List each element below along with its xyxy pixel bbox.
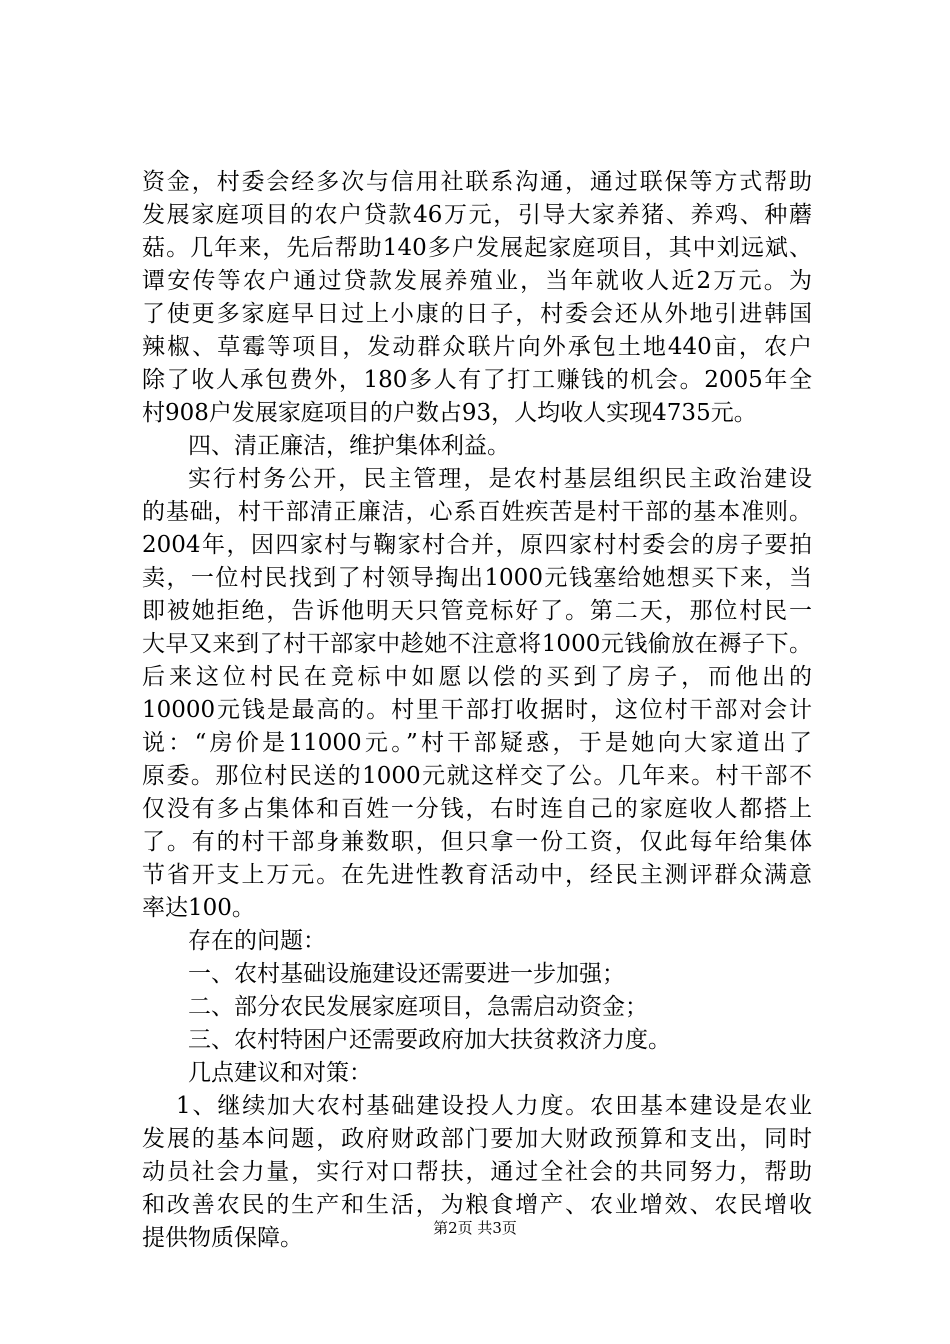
text-line: 村908户发展家庭项目的户数占93，人均收人实现4735元。 (142, 400, 757, 426)
text-line: 说：“房价是11000元。”村干部疑惑，于是她向大家道出了 (142, 730, 812, 756)
text-line: 了使更多家庭早日过上小康的日子，村委会还从外地引进韩国 (142, 301, 812, 327)
text-line: 菇。几年来，先后帮助140多户发展起家庭项目，其中刘远斌、 (142, 235, 812, 261)
list-item: 一、农村基础设施建设还需要进一步加强； (188, 961, 625, 987)
text-line: 谭安传等农户通过贷款发展养殖业，当年就收人近2万元。为 (142, 268, 812, 294)
text-line: 和改善农民的生产和生活，为粮食增产、农业增效、农民增收 (142, 1192, 812, 1218)
text-line: 10000元钱是最高的。村里干部打收据时，这位村干部对会计 (142, 697, 812, 723)
text-line: 发展的基本问题，政府财政部门要加大财政预算和支出，同时 (142, 1126, 812, 1152)
text-line: 仅没有多占集体和百姓一分钱，右时连自己的家庭收人都搭上 (142, 796, 812, 822)
text-line: 提供物质保障。 (142, 1225, 303, 1251)
section-heading: 存在的问题： (188, 928, 326, 954)
text-line: 后来这位村民在竞标中如愿以偿的买到了房子，而他出的 (142, 664, 812, 690)
text-line: 动员社会力量，实行对口帮扶，通过全社会的共同努力，帮助 (142, 1159, 812, 1185)
text-line: 大早又来到了村干部家中趁她不注意将1000元钱偷放在褥子下。 (142, 631, 812, 657)
page-footer: 第2页 共3页 (433, 1219, 517, 1237)
text-line: 辣椒、草霉等项目，发动群众联片向外承包土地440亩，农户 (142, 334, 812, 360)
text-line: 即被她拒绝，告诉他明天只管竞标好了。第二天，那位村民一 (142, 598, 812, 624)
text-line: 1、继续加大农村基础建设投人力度。农田基本建设是农业 (176, 1093, 812, 1119)
list-item: 二、部分农民发展家庭项目，急需启动资金； (188, 994, 648, 1020)
text-line: 除了收人承包费外，180多人有了打工赚钱的机会。2005年全 (142, 367, 812, 393)
body-text (142, 166, 812, 1255)
section-heading: 四、清正廉洁，维护集体利益。 (188, 433, 510, 459)
text-line: 节省开支上万元。在先进性教育活动中，经民主测评群众满意 (142, 862, 812, 888)
text-line: 了。有的村干部身兼数职，但只拿一份工资，仅此每年给集体 (142, 829, 812, 855)
text-line: 资金，村委会经多次与信用社联系沟通，通过联保等方式帮助 (142, 169, 812, 195)
text-line: 发展家庭项目的农户贷款46万元，引导大家养猪、养鸡、种蘑 (142, 202, 812, 228)
text-line: 卖，一位村民找到了村领导掏出1000元钱塞给她想买下来，当 (142, 565, 812, 591)
section-heading: 几点建议和对策： (188, 1060, 372, 1086)
text-line: 2004年，因四家村与鞠家村合并，原四家村村委会的房子要拍 (142, 532, 812, 558)
text-line: 原委。那位村民送的1000元就这样交了公。几年来。村干部不 (142, 763, 812, 789)
text-line: 的基础，村干部清正廉洁，心系百姓疾苦是村干部的基本准则。 (142, 499, 812, 525)
list-item: 三、农村特困户还需要政府加大扶贫救济力度。 (188, 1027, 671, 1053)
text-line: 实行村务公开，民主管理，是农村基层组织民主政治建设 (188, 466, 812, 492)
text-line: 率达100。 (142, 895, 255, 921)
